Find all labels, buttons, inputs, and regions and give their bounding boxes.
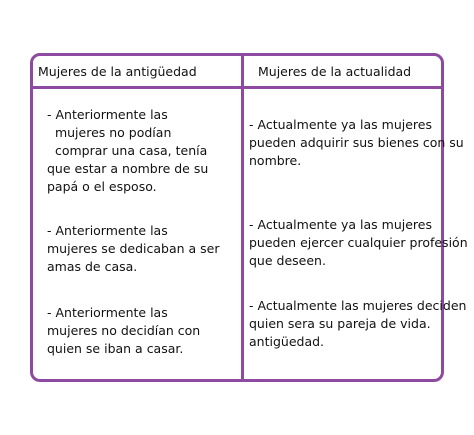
cell-actualidad-1: - Actualmente ya las mujeres pueden adquirir sus bienes con su nombre.: [249, 117, 464, 168]
cell-antiguedad-3: - Anteriormente las mujeres no decidían con quien se iban a casar.: [47, 305, 201, 356]
header-actualidad: Mujeres de la actualidad: [258, 64, 412, 79]
cell-actualidad-3: - Actualmente las mujeres deciden quien sera su pareja de vida. antigüedad.: [249, 298, 467, 349]
header-antiguedad: Mujeres de la antigüedad: [38, 64, 197, 79]
column-divider: [241, 56, 244, 379]
cell-actualidad-2: - Actualmente ya las mujeres pueden ejercer cualquier profesión que deseen.: [249, 217, 468, 268]
cell-antiguedad-2: - Anteriormente las mujeres se dedicaban a ser amas de casa.: [47, 223, 220, 274]
cell-antiguedad-1: - Anteriormente las mujeres no podían comprar una casa, tenía que estar a nombre de su papá o el esposo.: [47, 107, 209, 194]
header-divider: [33, 86, 441, 89]
comparison-table: [30, 53, 468, 382]
